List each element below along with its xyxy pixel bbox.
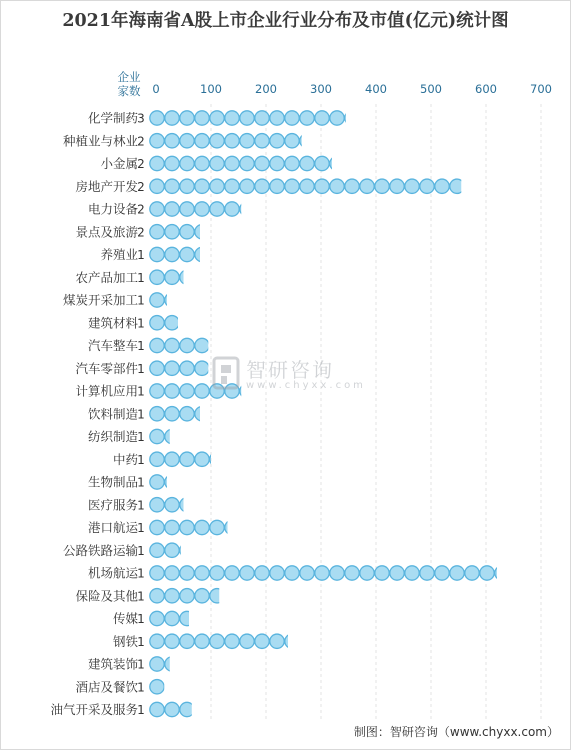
x-tick-label: 700 [530,82,552,96]
bar-bubble [225,634,239,648]
bar-bubble [195,156,209,170]
bar-bubble [150,179,164,193]
bar-bubble [165,225,179,239]
category-label: 电力设备 [87,201,138,217]
bar-bubble [150,134,164,148]
bar-bubble [150,475,164,489]
bar-bubble [450,566,464,580]
bar-bubble [180,566,194,580]
bar-bubble [210,520,224,534]
category-label: 港口航运 [87,520,138,535]
x-tick-label: 600 [475,82,497,96]
bar-bubble [270,156,284,170]
bar-bubble [270,566,284,580]
bar-bubble [165,179,179,193]
bar-bubble [315,156,329,170]
bar-bubble [150,407,164,421]
bar-bubble [180,520,194,534]
bar-bubble [270,134,284,148]
bar-bubble [210,634,224,648]
bar-bubble [375,179,389,193]
company-count: 1 [137,589,145,604]
bar-bubble [180,111,194,125]
bar-bubble [300,111,314,125]
bar-bubble [225,111,239,125]
bar-bubble [165,134,179,148]
bar-bubble [435,179,449,193]
bar-bubble [150,384,164,398]
bar-bubble [180,702,194,716]
bar-bubble [285,156,299,170]
bar-bubble [165,475,179,489]
bar-bubble [330,111,344,125]
category-label: 房地产开发 [75,178,138,194]
bar-bubble [195,566,209,580]
x-tick-label: 200 [255,82,277,96]
company-count: 1 [137,680,145,695]
company-count: 1 [137,407,145,422]
company-count: 3 [137,111,145,126]
bar-bubble [210,134,224,148]
bar-bubble [195,111,209,125]
company-count: 2 [137,225,145,240]
bar-bubble [180,589,194,603]
bar [150,475,179,489]
bar-bubble [195,520,209,534]
bar [150,589,224,603]
bar-bubble [345,179,359,193]
bar-bubble [405,566,419,580]
category-label: 传媒 [112,611,138,626]
bar-bubble [360,566,374,580]
bar [150,134,314,148]
company-count: 2 [137,202,145,217]
bar-bubble [165,293,179,307]
company-count: 1 [137,475,145,490]
bar-bubble [225,134,239,148]
company-count: 1 [137,361,145,376]
bar-bubble [150,270,164,284]
bar-bubble [210,452,224,466]
bar [150,429,179,443]
bar-bubble [225,179,239,193]
bar-bubble [210,566,224,580]
bar-bubble [210,202,224,216]
bar-bubble [210,156,224,170]
bar-bubble [180,361,194,375]
bar [150,361,209,375]
bar-bubble [270,111,284,125]
bar-bubble [285,134,299,148]
company-count: 1 [137,634,145,649]
bar-bubble [210,589,224,603]
bar [150,611,194,625]
bar [150,316,179,330]
bar-bubble [300,179,314,193]
bar-bubble [195,225,209,239]
category-label: 汽车整车 [87,338,138,353]
bar [150,566,509,580]
x-tick-label: 100 [200,82,222,96]
category-label: 煤炭开采加工 [62,292,138,308]
bar-bubble [180,134,194,148]
bar-bubble [390,566,404,580]
bar-bubble [240,179,254,193]
bar-bubble [255,134,269,148]
bar-bubble [330,156,344,170]
bar-bubble [255,156,269,170]
bar [150,543,194,557]
bar-bubble [165,520,179,534]
bar-bubble [150,293,164,307]
bar-bubble [195,407,209,421]
company-count: 2 [137,134,145,149]
company-count: 1 [137,293,145,308]
bar-bubble [150,566,164,580]
bar-bubble [180,156,194,170]
bar-bubble [150,680,164,694]
watermark-url: www.chyxx.com [246,380,366,391]
x-tick-label: 0 [152,82,160,96]
category-label: 钢铁 [112,633,138,649]
bar-bubble [210,179,224,193]
bar [150,338,209,352]
bar-bubble [240,202,254,216]
bar-bubble [390,179,404,193]
bar-bubble [165,543,179,557]
bar [150,634,299,648]
bar-bubble [150,452,164,466]
bar-bubble [195,338,209,352]
bar-bubble [150,316,164,330]
bar-bubble [315,111,329,125]
bar-bubble [180,611,194,625]
company-count: 2 [137,157,145,171]
bar-bubble [180,634,194,648]
company-count: 1 [137,657,145,672]
category-label: 景点及旅游 [75,224,138,240]
company-count: 2 [137,179,145,194]
company-count: 1 [137,521,145,535]
bar [150,702,194,716]
bar-bubble [165,657,179,671]
bar-bubble [270,634,284,648]
bar-bubble [360,179,374,193]
bar-bubble [150,338,164,352]
category-label: 饮料制造 [87,406,138,422]
category-label: 小金属 [100,156,138,171]
bar-bubble [195,134,209,148]
bar [150,520,239,534]
bar-bubble [225,156,239,170]
company-count: 1 [137,452,145,467]
company-count: 1 [137,270,145,285]
bar-bubble [180,338,194,352]
bar-bubble [495,566,509,580]
bar-bubble [345,111,359,125]
bar-bubble [405,179,419,193]
category-label: 化学制药 [87,110,138,126]
bar-bubble [165,247,179,261]
bar-bubble [255,634,269,648]
bar-bubble [150,543,164,557]
bar-bubble [150,634,164,648]
bar [150,293,179,307]
bar [150,407,209,421]
bar-bubble [480,566,494,580]
bar-bubble [255,566,269,580]
bar-bubble [150,520,164,534]
chart-footer: 制图：智研咨询（www.chyxx.com） [353,725,559,739]
bar-bubble [165,156,179,170]
bar [150,225,209,239]
bar [150,680,164,694]
bar-bubble [165,361,179,375]
bar-bubble [180,247,194,261]
bar-bubble [180,270,194,284]
bar-bubble [465,566,479,580]
bar-bubble [150,202,164,216]
bar-bubble [150,657,164,671]
bar-bubble [180,543,194,557]
company-count: 1 [137,248,145,262]
bar-bubble [285,566,299,580]
bar-bubble [285,111,299,125]
bar-bubble [240,566,254,580]
category-label: 养殖业 [100,247,138,262]
bar [150,111,359,125]
category-label: 油气开采及服务 [50,702,138,717]
bar-bubble [150,589,164,603]
bar-bubble [150,361,164,375]
bar-bubble [240,134,254,148]
bar-bubble [165,498,179,512]
bar-bubble [180,452,194,466]
bar-bubble [150,498,164,512]
category-label: 保险及其他 [75,588,138,604]
bar-bubble [315,566,329,580]
category-label: 农产品加工 [75,269,138,285]
company-count-header-text: 企业家数 [117,70,141,98]
bar-bubble [330,179,344,193]
bar [150,202,254,216]
category-label: 公路铁路运输 [62,542,138,558]
bar-bubble [255,179,269,193]
category-label: 机场航运 [87,565,138,581]
bar-bubble [180,384,194,398]
bar-bubble [240,634,254,648]
bar-bubble [165,384,179,398]
bar-bubble [165,270,179,284]
bar-bubble [300,566,314,580]
bar-bubble [300,156,314,170]
bar-bubble [165,611,179,625]
bar-bubble [420,566,434,580]
bar-bubble [150,247,164,261]
watermark-logo-icon [212,356,240,390]
bar-bubble [165,634,179,648]
bar-bubble [450,179,464,193]
bar-bubble [195,452,209,466]
bar-bubble [195,179,209,193]
bar-bubble [225,202,239,216]
bar-bubble [150,111,164,125]
bar-bubble [435,566,449,580]
company-count: 1 [137,384,145,399]
bar-bubble [150,611,164,625]
bar-bubble [315,179,329,193]
bar-bubble [165,452,179,466]
bar-bubble [195,634,209,648]
bar-bubble [345,566,359,580]
bar-bubble [195,247,209,261]
category-label: 汽车零部件 [75,360,138,376]
bar-bubble [180,498,194,512]
chart-title: 2021年海南省A股上市企业行业分布及市值(亿元)统计图 [62,11,509,31]
category-label: 建筑材料 [87,315,138,331]
bar-bubble [285,179,299,193]
category-label: 建筑装饰 [87,656,138,672]
bar-bubble [165,589,179,603]
bar-bubble [300,134,314,148]
watermark [212,356,366,394]
bar-bubble [420,179,434,193]
bar-bubble [375,566,389,580]
bar-bubble [165,111,179,125]
bar-bubble [195,361,209,375]
company-count: 1 [137,703,145,717]
bar-bubble [165,202,179,216]
bar-bubble [150,156,164,170]
bar-bubble [270,179,284,193]
bar-bubble [165,338,179,352]
bar-bubble [210,111,224,125]
company-count: 1 [137,566,145,581]
bar-bubble [330,566,344,580]
bar-bubble [195,202,209,216]
company-count: 1 [137,339,145,353]
bar-bubble [240,111,254,125]
bar-bubble [225,566,239,580]
bar-bubble [165,702,179,716]
company-count: 1 [137,316,145,331]
bar [150,156,344,170]
bar [150,179,464,193]
watermark-name: 智研咨询 [246,358,334,382]
bar [150,270,194,284]
x-tick-label: 300 [310,82,332,96]
bar-bubble [165,566,179,580]
company-count: 1 [137,498,145,513]
company-count: 1 [137,543,145,558]
category-label: 纺织制造 [87,429,138,444]
company-count: 1 [137,612,145,626]
bar [150,498,194,512]
bar-bubble [195,589,209,603]
bar [150,247,209,261]
bar-bubble [150,702,164,716]
bar-bubble [180,202,194,216]
bar-bubble [180,407,194,421]
bar-bubble [165,316,179,330]
bar-bubble [150,225,164,239]
bar-bubble [180,179,194,193]
x-tick-label: 500 [420,82,442,96]
bar-bubble [165,407,179,421]
x-tick-label: 400 [365,82,387,96]
bar-bubble [285,634,299,648]
bar-bubble [150,429,164,443]
category-label: 酒店及餐饮 [75,679,138,695]
category-label: 中药 [112,451,138,467]
category-label: 计算机应用 [75,383,138,399]
bar-bubble [240,156,254,170]
bar-bubble [180,225,194,239]
bar-bubble [255,111,269,125]
bar [150,657,179,671]
category-label: 医疗服务 [87,497,138,513]
bar [150,452,224,466]
category-label: 种植业与林业 [62,133,138,149]
bar-bubble [165,429,179,443]
bar-bubble [195,384,209,398]
category-label: 生物制品 [87,474,138,490]
company-count: 1 [137,430,145,444]
bar-bubble [225,520,239,534]
